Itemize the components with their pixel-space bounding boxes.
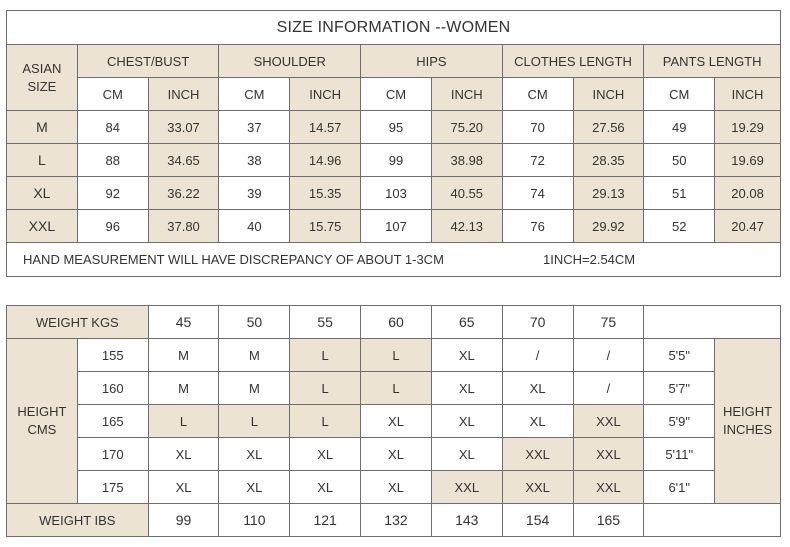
size-cell: L (148, 405, 219, 438)
table-cell: 103 (361, 177, 432, 210)
weight-kg-value: 55 (290, 306, 361, 339)
clothes-length-header: CLOTHES LENGTH (502, 45, 644, 78)
size-cell: XL (148, 438, 219, 471)
weight-kgs-label: WEIGHT KGS (7, 306, 149, 339)
size-cell: L (361, 372, 432, 405)
size-cell: XL (361, 405, 432, 438)
size-cell: XXL (431, 471, 502, 504)
table-cell: 49 (644, 111, 715, 144)
size-cell: XL (431, 405, 502, 438)
table-cell: 52 (644, 210, 715, 243)
table-cell: 36.22 (148, 177, 219, 210)
table-row (7, 438, 781, 471)
unit-header-inch: INCH (148, 78, 219, 111)
table-cell: 72 (502, 144, 573, 177)
weight-lbs-value: 110 (219, 504, 290, 537)
weight-lbs-value: 99 (148, 504, 219, 537)
table-row (7, 339, 781, 372)
unit-header-cm: CM (219, 78, 290, 111)
table-cell: 34.65 (148, 144, 219, 177)
height-inches-value: 5'11" (644, 438, 715, 471)
table-cell: 84 (77, 111, 148, 144)
table-cell: 27.56 (573, 111, 644, 144)
hips-header: HIPS (361, 45, 503, 78)
pants-length-header: PANTS LENGTH (644, 45, 781, 78)
height-cm-value: 160 (77, 372, 148, 405)
table-cell: 74 (502, 177, 573, 210)
table-row (7, 210, 781, 243)
size-cell: / (502, 339, 573, 372)
discrepancy-note: HAND MEASUREMENT WILL HAVE DISCREPANCY OF ABOUT 1-3CM (23, 252, 444, 267)
table-cell: 38.98 (431, 144, 502, 177)
table-cell: 20.47 (715, 210, 781, 243)
unit-header-cm: CM (77, 78, 148, 111)
table-cell: 88 (77, 144, 148, 177)
weight-ibs-label: WEIGHT IBS (7, 504, 149, 537)
table-cell: 33.07 (148, 111, 219, 144)
table-cell: 15.75 (290, 210, 361, 243)
chest-bust-header: CHEST/BUST (77, 45, 219, 78)
size-cell: / (573, 339, 644, 372)
table-row (7, 405, 781, 438)
weight-kg-value: 65 (431, 306, 502, 339)
table-cell: 42.13 (431, 210, 502, 243)
size-cell: XL (361, 471, 432, 504)
table-cell: 38 (219, 144, 290, 177)
unit-header-inch: INCH (573, 78, 644, 111)
table-row (7, 177, 781, 210)
size-cell: L (290, 339, 361, 372)
unit-header-cm: CM (644, 78, 715, 111)
size-cell: XXL (573, 438, 644, 471)
table-cell: 29.13 (573, 177, 644, 210)
table-cell: 14.96 (290, 144, 361, 177)
size-cell: XL (431, 339, 502, 372)
size-cell: XL (148, 471, 219, 504)
table-row (7, 111, 781, 144)
size-cell: M (148, 372, 219, 405)
weight-lbs-value: 154 (502, 504, 573, 537)
height-inches-label: HEIGHT INCHES (715, 339, 781, 504)
height-inches-value: 5'7" (644, 372, 715, 405)
empty-cell (644, 504, 781, 537)
table-cell: 20.08 (715, 177, 781, 210)
weight-lbs-value: 165 (573, 504, 644, 537)
height-cms-label: HEIGHT CMS (7, 339, 78, 504)
table-cell: 95 (361, 111, 432, 144)
size-cell: XL (361, 438, 432, 471)
weight-kg-value: 50 (219, 306, 290, 339)
unit-header-inch: INCH (431, 78, 502, 111)
table-cell: 15.35 (290, 177, 361, 210)
table-cell: 28.35 (573, 144, 644, 177)
size-cell: XL (502, 372, 573, 405)
table-row (7, 144, 781, 177)
size-label: XL (7, 177, 78, 210)
unit-header-inch: INCH (290, 78, 361, 111)
asian-size-header: ASIAN SIZE (7, 45, 78, 111)
size-cell: XL (290, 438, 361, 471)
table-cell: 50 (644, 144, 715, 177)
size-cell: XXL (502, 438, 573, 471)
height-cm-value: 155 (77, 339, 148, 372)
weight-kg-value: 60 (361, 306, 432, 339)
table-cell: 107 (361, 210, 432, 243)
size-cell: XL (219, 438, 290, 471)
unit-header-cm: CM (502, 78, 573, 111)
weight-lbs-value: 121 (290, 504, 361, 537)
table-cell: 40 (219, 210, 290, 243)
table-row (7, 471, 781, 504)
size-cell: L (290, 405, 361, 438)
size-cell: XXL (573, 405, 644, 438)
table-cell: 39 (219, 177, 290, 210)
table-cell: 92 (77, 177, 148, 210)
table-cell: 96 (77, 210, 148, 243)
measurement-note (7, 243, 781, 277)
table-cell: 40.55 (431, 177, 502, 210)
table-cell: 75.20 (431, 111, 502, 144)
weight-kg-value: 70 (502, 306, 573, 339)
unit-header-inch: INCH (715, 78, 781, 111)
size-cell: XL (290, 471, 361, 504)
table-title: SIZE INFORMATION --WOMEN (7, 11, 781, 45)
height-cm-value: 165 (77, 405, 148, 438)
height-cm-value: 170 (77, 438, 148, 471)
size-cell: M (219, 339, 290, 372)
table-row (7, 372, 781, 405)
table-cell: 76 (502, 210, 573, 243)
size-fit-table (6, 305, 781, 537)
table-cell: 99 (361, 144, 432, 177)
size-cell: XXL (502, 471, 573, 504)
table-cell: 70 (502, 111, 573, 144)
table-cell: 37 (219, 111, 290, 144)
table-cell: 37.80 (148, 210, 219, 243)
empty-cell (644, 306, 781, 339)
weight-kg-value: 45 (148, 306, 219, 339)
size-cell: XL (431, 372, 502, 405)
size-label: L (7, 144, 78, 177)
size-information-table (6, 10, 781, 277)
shoulder-header: SHOULDER (219, 45, 361, 78)
size-cell: XL (219, 471, 290, 504)
table-cell: 29.92 (573, 210, 644, 243)
height-inches-value: 5'5" (644, 339, 715, 372)
conversion-note: 1INCH=2.54CM (543, 252, 636, 267)
size-cell: / (573, 372, 644, 405)
table-cell: 19.69 (715, 144, 781, 177)
size-cell: L (361, 339, 432, 372)
height-cm-value: 175 (77, 471, 148, 504)
table-cell: 19.29 (715, 111, 781, 144)
table-cell: 14.57 (290, 111, 361, 144)
height-inches-value: 6'1" (644, 471, 715, 504)
size-cell: XXL (573, 471, 644, 504)
size-label: XXL (7, 210, 78, 243)
weight-lbs-value: 132 (361, 504, 432, 537)
size-cell: M (219, 372, 290, 405)
weight-kg-value: 75 (573, 306, 644, 339)
size-cell: M (148, 339, 219, 372)
table-cell: 51 (644, 177, 715, 210)
size-cell: L (290, 372, 361, 405)
unit-header-cm: CM (361, 78, 432, 111)
size-cell: L (219, 405, 290, 438)
size-label: M (7, 111, 78, 144)
size-cell: XL (502, 405, 573, 438)
height-inches-value: 5'9" (644, 405, 715, 438)
weight-lbs-value: 143 (431, 504, 502, 537)
size-cell: XL (431, 438, 502, 471)
